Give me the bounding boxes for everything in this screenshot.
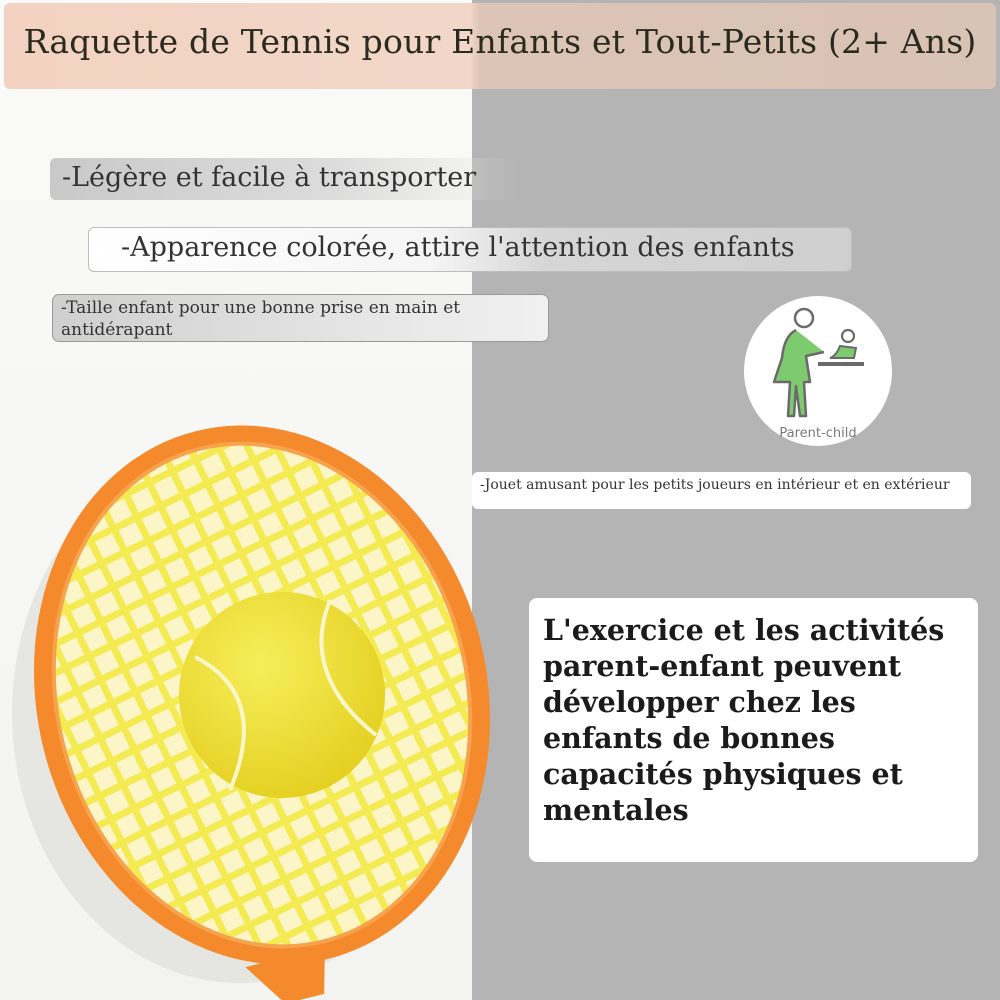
page-title: Raquette de Tennis pour Enfants et Tout-Petits (2+ Ans) <box>23 22 977 61</box>
feature-lightweight: -Légère et facile à transporter <box>50 158 520 200</box>
parent-child-badge <box>744 296 892 446</box>
badge-label: Parent-child <box>779 426 857 441</box>
feature-indoor-outdoor: -Jouet amusant pour les petits joueurs en intérieur et en extérieur <box>472 472 971 509</box>
tennis-ball <box>179 592 385 798</box>
parent-child-icon <box>744 296 892 446</box>
feature-colorful: -Apparence colorée, attire l'attention des enfants <box>88 227 852 272</box>
tennis-racket-image <box>0 395 520 1000</box>
info-card-text: L'exercice et les activités parent-enfant peuvent développer chez les enfants de bonnes capacités physiques et mentales <box>543 613 945 827</box>
info-card <box>529 598 978 862</box>
feature-grip: -Taille enfant pour une bonne prise en main et antidérapant <box>52 294 549 342</box>
